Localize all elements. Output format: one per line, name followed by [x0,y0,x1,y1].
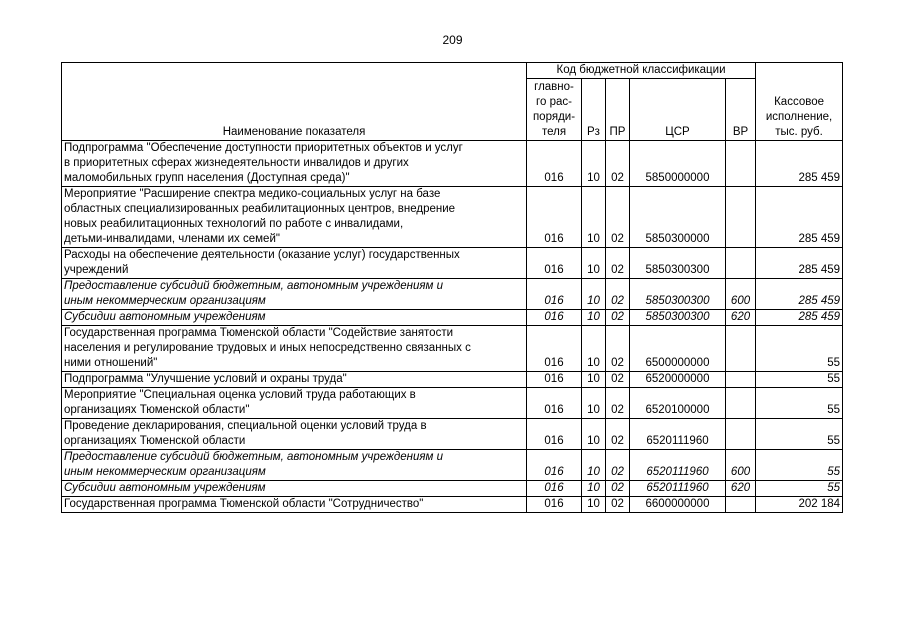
cell-pr: 02 [606,141,630,187]
cell-name: Предоставление субсидий бюджетным, автономным учреждениям и иным некоммерческим организациям [62,279,527,310]
cell-glavny: 016 [527,450,582,481]
cell-name: Субсидии автономным учреждениям [62,310,527,326]
cell-vr [726,187,756,248]
cell-amount: 285 459 [756,248,843,279]
table-row [62,141,843,187]
header-name: Наименование показателя [62,63,527,141]
cell-name: Субсидии автономным учреждениям [62,481,527,497]
cell-glavny: 016 [527,310,582,326]
table-row [62,481,843,497]
table-body [62,141,843,513]
cell-pr: 02 [606,326,630,372]
cell-vr [726,248,756,279]
cell-pr: 02 [606,310,630,326]
cell-glavny: 016 [527,372,582,388]
cell-rz: 10 [582,419,606,450]
header-glavny: главно- го рас- поряди- теля [527,79,582,141]
cell-csr: 6520111960 [630,450,726,481]
cell-name: Подпрограмма "Улучшение условий и охраны труда" [62,372,527,388]
cell-rz: 10 [582,141,606,187]
cell-amount: 285 459 [756,141,843,187]
cell-name: Подпрограмма "Обеспечение доступности приоритетных объектов и услуг в приоритетных сферах жизнедеятельности инвалидов и других маломобильных групп населения (Доступная среда)" [62,141,527,187]
table-row [62,388,843,419]
cell-pr: 02 [606,481,630,497]
cell-amount: 285 459 [756,279,843,310]
cell-glavny: 016 [527,326,582,372]
cell-pr: 02 [606,248,630,279]
table-row [62,497,843,513]
cell-csr: 6500000000 [630,326,726,372]
cell-glavny: 016 [527,279,582,310]
budget-table [61,62,843,513]
table-row [62,326,843,372]
cell-csr: 5850300300 [630,279,726,310]
cell-pr: 02 [606,279,630,310]
cell-amount: 202 184 [756,497,843,513]
header-pr: ПР [606,79,630,141]
table-row [62,450,843,481]
cell-rz: 10 [582,388,606,419]
cell-name: Предоставление субсидий бюджетным, автономным учреждениям и иным некоммерческим организациям [62,450,527,481]
table-row [62,310,843,326]
cell-name: Государственная программа Тюменской области "Сотрудничество" [62,497,527,513]
cell-vr: 600 [726,450,756,481]
table-row [62,279,843,310]
cell-glavny: 016 [527,497,582,513]
cell-amount: 55 [756,419,843,450]
cell-name: Расходы на обеспечение деятельности (оказание услуг) государственных учреждений [62,248,527,279]
cell-glavny: 016 [527,481,582,497]
cell-vr [726,497,756,513]
cell-vr [726,326,756,372]
cell-csr: 6520111960 [630,481,726,497]
cell-glavny: 016 [527,141,582,187]
cell-name: Государственная программа Тюменской области "Содействие занятости населения и регулирование трудовых и иных непосредственно связанных с ними отношений" [62,326,527,372]
cell-pr: 02 [606,187,630,248]
cell-csr: 5850300000 [630,187,726,248]
cell-rz: 10 [582,497,606,513]
cell-glavny: 016 [527,248,582,279]
cell-pr: 02 [606,372,630,388]
table-row [62,372,843,388]
cell-rz: 10 [582,481,606,497]
table-row [62,248,843,279]
cell-vr: 600 [726,279,756,310]
cell-rz: 10 [582,310,606,326]
cell-name: Мероприятие "Расширение спектра медико-социальных услуг на базе областных специализированных реабилитационных центров, внедрение новых реабилитационных технологий по работе с инвалидами, детьми-инвалидами, членами их семей" [62,187,527,248]
cell-csr: 5850300300 [630,310,726,326]
cell-name: Проведение декларирования, специальной оценки условий труда в организациях Тюменской области [62,419,527,450]
cell-vr: 620 [726,481,756,497]
cell-rz: 10 [582,187,606,248]
page-number: 209 [442,33,463,47]
cell-amount: 55 [756,450,843,481]
header-rz: Рз [582,79,606,141]
cell-amount: 285 459 [756,310,843,326]
cell-vr [726,141,756,187]
cell-glavny: 016 [527,419,582,450]
cell-csr: 6600000000 [630,497,726,513]
cell-csr: 5850000000 [630,141,726,187]
cell-vr [726,388,756,419]
header-amount: Кассовое исполнение, тыс. руб. [756,63,843,141]
cell-pr: 02 [606,419,630,450]
cell-csr: 6520000000 [630,372,726,388]
cell-rz: 10 [582,450,606,481]
cell-amount: 55 [756,326,843,372]
cell-name: Мероприятие "Специальная оценка условий труда работающих в организациях Тюменской области" [62,388,527,419]
table-row [62,187,843,248]
cell-csr: 5850300300 [630,248,726,279]
cell-rz: 10 [582,372,606,388]
cell-vr: 620 [726,310,756,326]
cell-amount: 55 [756,372,843,388]
table-header [62,63,843,141]
cell-csr: 6520111960 [630,419,726,450]
header-code-group: Код бюджетной классификации [527,63,756,79]
cell-pr: 02 [606,450,630,481]
cell-pr: 02 [606,497,630,513]
cell-csr: 6520100000 [630,388,726,419]
cell-pr: 02 [606,388,630,419]
cell-amount: 285 459 [756,187,843,248]
cell-amount: 55 [756,481,843,497]
cell-glavny: 016 [527,187,582,248]
cell-vr [726,372,756,388]
header-vr: ВР [726,79,756,141]
cell-vr [726,419,756,450]
cell-rz: 10 [582,279,606,310]
cell-glavny: 016 [527,388,582,419]
table-row [62,419,843,450]
header-csr: ЦСР [630,79,726,141]
cell-rz: 10 [582,326,606,372]
cell-amount: 55 [756,388,843,419]
cell-rz: 10 [582,248,606,279]
